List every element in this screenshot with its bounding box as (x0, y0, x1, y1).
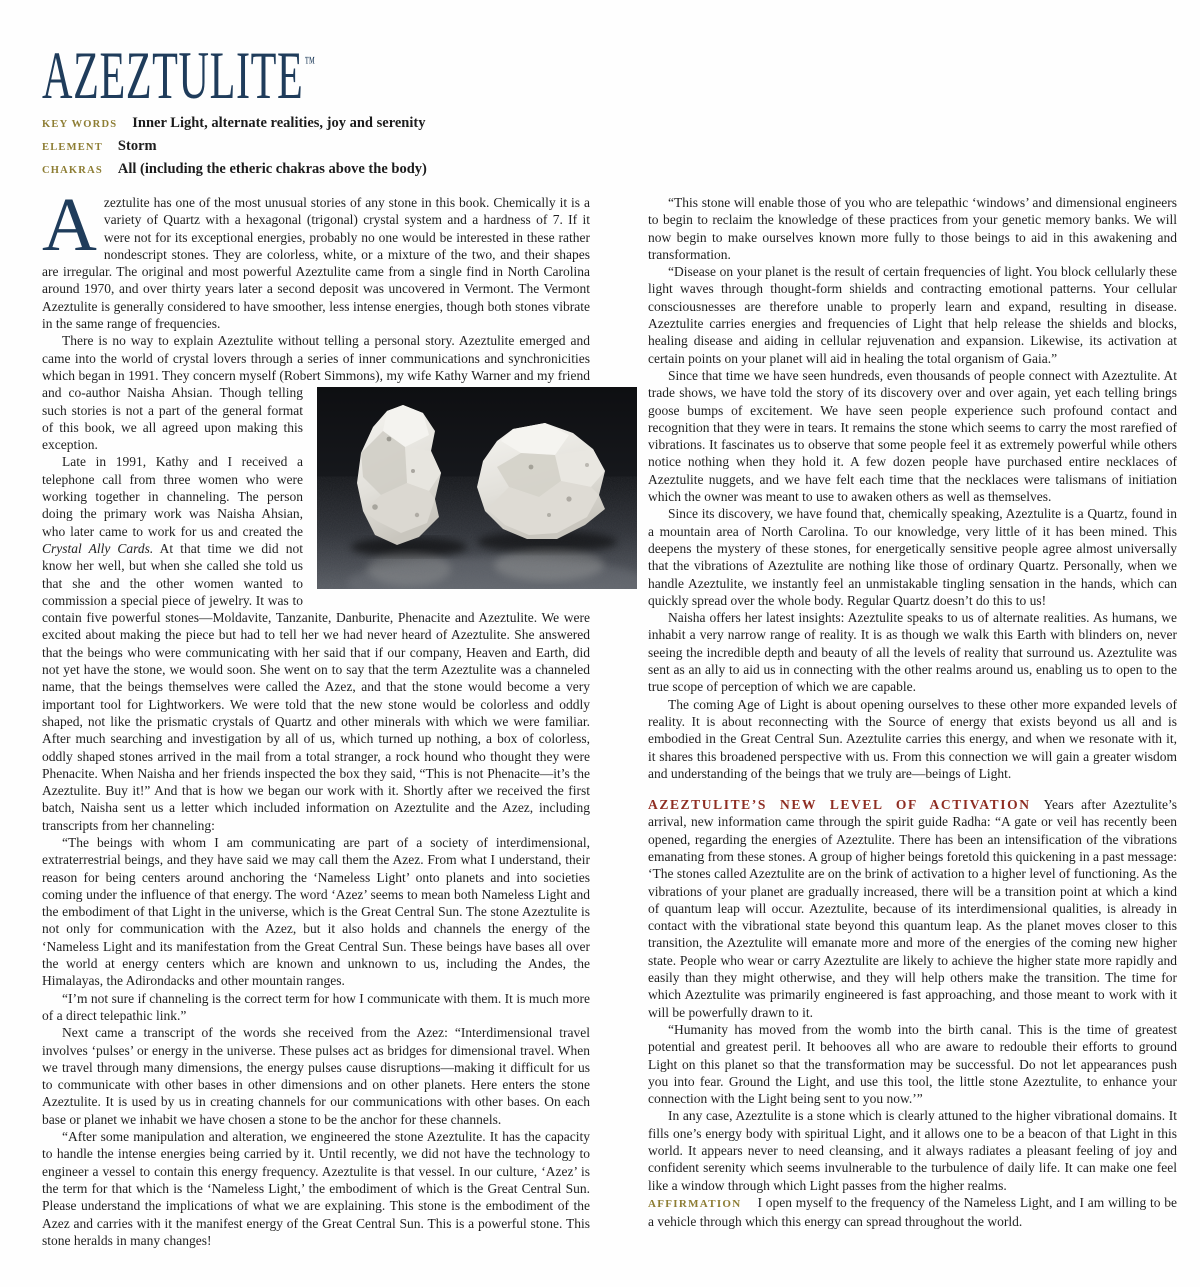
paragraph-channeling-quote: “I’m not sure if channeling is the correct term for how I communicate with them. It is much more of a direct telepathic link.” (42, 990, 590, 1023)
title-row (42, 34, 1177, 113)
paragraph-since-discovery: Since its discovery, we have found that, chemically speaking, Azeztulite is a Quartz, found in a mountain area of North Carolina. To our knowledge, very little of it has been mined. This deepens the mystery of these stones, for energetically sensitive people agree almost universally that the vibrations of Azeztulite are nothing like those of ordinary Quartz. Personally, when we handle Azeztulite, we instantly feel an unmistakable tingling sensation in the hands, which can quickly spread over the whole body. Regular Quartz doesn’t do this to us! (648, 506, 1177, 608)
element-value: Storm (117, 138, 157, 154)
crystal-photo (317, 387, 637, 589)
paragraph-naisha-insights: Naisha offers her latest insights: Azeztulite speaks to us of alternate realities. As humans, we inhabit a very narrow range of reality. It is as though we walk this Earth with blinders on, never seeing the incredible depth and beauty of all the levels of reality that surround us. Azeztulite was sent as an ally to aid us in connecting with the other realms around us, enabling us to open to the true scope of perception of which we are capable. (648, 610, 1177, 695)
element-label: ELEMENT (42, 142, 103, 153)
paragraph-in-any-case: In any case, Azeztulite is a stone which is clearly attuned to the higher vibrational domains. It fills one’s energy body with spiritual Light, and it allows one to be a beacon of that Light in this world. It appears never to need cleansing, and it always radiates a pleasant feeling of joy and confident serenity which seems invulnerable to the turbulence of daily life. It can make one feel like a window through which Light passes from the higher realms. (648, 1108, 1177, 1193)
chakras-label: CHAKRAS (42, 165, 103, 176)
drop-cap: A (42, 183, 97, 267)
paragraph-transcript: Next came a transcript of the words she received from the Azez: “Interdimensional travel involves ‘pulses’ or energy in the universe. These pulses act as bridges for dimensional travel. When we travel through many dimensions, the energy pulses cause disruptions—making it difficult for us to communicate with other bases in other dimensions and on other planets. Here enters the stone Azeztulite. It is used by us in creating channels for our communications with other bases. On each base or planet we inhabit we have chosen a stone to be the anchor for these channels. (42, 1025, 590, 1127)
chakras-value: All (including the etheric chakras above the body) (117, 161, 427, 177)
stone-name: AZEZTULITE (42, 37, 304, 113)
left-column (42, 183, 590, 1249)
paragraph-engineered-stone: “After some manipulation and alteration, we engineered the stone Azeztulite. It has the capacity to handle the intense energies being carried by it. Until recently, we did not have the technology to engineer a vessel to contain this energy frequency. Azeztulite is that vessel. In our culture, ‘Azez’ is the term for that which is the ‘Nameless Light,’ the embodiment of which is the Great Central Sun. Please understand the implications of what we are explaining. This stone is the embodiment of the Azez and carries with it the manifest energy of the Great Central Sun. This is a powerful stone. This stone heralds in many changes! (42, 1129, 590, 1248)
paragraph-intro-text: zeztulite has one of the most unusual stories of any stone in this book. Chemically it is a variety of Quartz with a hexagonal (trigonal) crystal system and a hardness of 7. If it were not for its exceptional energies, probably no one would be interested in these rather nondescript stones. They are colorless, white, or a mixture of the two, and their shapes are irregular. The original and most powerful Azeztulite came from a single find in North Carolina around 1970, and over thirty years later a second deposit was uncovered in Vermont. The Vermont Azeztulite is generally considered to have smoother, less intense energies, though both stones vibrate in the same range of frequencies. (42, 195, 590, 332)
paragraph-humanity-birth-canal: “Humanity has moved from the womb into the birth canal. This is the time of greatest potential and greatest peril. It behooves all who are aware to redouble their efforts to ground Light on this planet so that the transformation may be successful. Do not let appearances push you into fear. Ground the Light, and use this tool, the little stone Azeztulite, to enhance your connection with the Light being sent to you now.’” (648, 1021, 1177, 1107)
crystal-photo-svg (317, 387, 637, 589)
paragraph-since-that-time: Since that time we have seen hundreds, even thousands of people connect with Azeztulite. At trade shows, we have told the story of its discovery over and over again, yet each telling brings goose bumps of excitement. We have seen people experience such profound contact and recognition that they were in tears. It remains the stone which seems to carry the most rarefied of vibrations. It fascinates us to observe that some people feel it as extremely powerful while others notice nothing when they hold it. A few dozen people have purchased entire necklaces of Azeztulite nuggets, and we have felt each time that the necklaces were talismans of initiation which the owner was meant to use to awaken others as well as themselves. (648, 367, 1177, 505)
paragraph-disease: “Disease on your planet is the result of certain frequencies of light. You block cellularly these light waves through thought-form shields and contracting emotional patterns. Your cellular consciousnesses are therefore unable to properly learn and expand, resulting in disease. Azeztulite carries energies and frequencies of Light that help release the shields and blocks, healing disease and aiding in cellular rejuvenation and expansion. Likewise, its activation at certain points on your planet will aid in healing the total organism of Gaia.” (648, 264, 1177, 366)
right-column (648, 194, 1177, 1249)
meta-block (42, 112, 1177, 181)
late1991-text-continued: At that time we did not know her well, but when she called she told us that she and the other women wanted to commission a special piece of jewelry. It was to contain five powerful stones—Moldavite, Tanzanite, Danburite, Phenacite and Azeztulite. We were excited about making the piece but had to tell her we had never heard of Azeztulite. She answered that the beings who were communicating with her said that if our company, Heaven and Earth, did not yet have the stone, we would soon. She went on to say that the term Azeztulite was a channeled name, that the beings themselves were called the Azez, and that the stone would become a very important tool for Lightworkers. We were told that the new stone would be colorless and oddly shaped, not like the prismatic crystals of Quartz and other minerals with which we were familiar. After much searching and investigation by all of us, which turned up nothing, a box of colorless, oddly shaped stones arrived in the mail from a total stranger, a rock hound who thought they were Phenacite. When Naisha and her friends inspected the box they said, “This is not Phenacite—it’s the Azeztulite. Buy it!” And that is how we began our work with it. Shortly after we received the first batch, Naisha sent us a letter which included information on Azeztulite and the Azez, including transcripts from her channeling: (42, 540, 590, 833)
meta-row-keywords (42, 112, 1177, 135)
page-title (42, 34, 315, 113)
story-text-after-photo: Warner and my friend and co-author Naisha Ahsian. Though telling such stories is not a part of the general format of this book, we all agreed upon making this exception. (42, 367, 590, 453)
activation-text: Years after Azeztulite’s arrival, new information came through the spirit guide Radha: “A gate or veil has recently been opened, regarding the energies of Azeztulite. There has been an intensification of the vibrations emanating from these stones. A group of higher beings foretold this quickening in a past message: ‘The stones called Azeztulite are on the brink of activation to a higher level of functioning. As the vibrations of your planet are gradually increased, there will be a transition point at which a kind of quantum leap will occur. Azeztulite, because of its interdimensional qualities, is already in contact with the vibrational state beyond this quantum leap. As the planet moves closer to this transition, the Azeztulite will emanate more and more of the energies of the coming new higher state. People who wear or carry Azeztulite are likely to achieve the higher state more rapidly and easily than they might otherwise, and they will help others make the transition. The time for which Azeztulite was primarily engineered is fast approaching, and those meant to work with it will be powerfully drawn to it. (648, 797, 1177, 1020)
story-text-before-photo: There is no way to explain Azeztulite without telling a personal story. Azeztulite emerged and came into the world of crystal lovers through a series of inner communications and synchronicities which began in 1991. They concern myself (Robert Simmons), my wife Kathy (42, 333, 590, 383)
affirmation-text: I open myself to the frequency of the Nameless Light, and I am willing to be a vehicle through which this energy can spread throughout the world. (648, 1194, 1177, 1230)
crystal-ally-cards-italic: Crystal Ally Cards. (42, 540, 154, 556)
keywords-value: Inner Light, alternate realities, joy and serenity (132, 115, 426, 131)
activation-section-heading: AZEZTULITE’S NEW LEVEL OF ACTIVATION (648, 797, 1031, 813)
paragraph-age-of-light: The coming Age of Light is about opening ourselves to these other more expanded levels of reality. It is about reconnecting with the Source of energy that exists beyond us all and is embodied in the Great Central Sun. Azeztulite carries this energy, and when we resonate with it, it shares this broadened perspective with us. From this connection we will gain a greater wisdom and understanding of the beings that we truly are—beings of Light. (648, 696, 1177, 781)
body-columns (42, 183, 1177, 1249)
late1991-text: Late in 1991, Kathy and I received a telephone call from three women who were working together in channeling. The person doing the primary work was Naisha Ahsian, who later came to work for us and created the (42, 454, 303, 539)
paragraph-intro (42, 183, 590, 332)
keywords-label: KEY WORDS (42, 119, 118, 130)
paragraph-telepathic-windows: “This stone will enable those of you who are telepathic ‘windows’ and dimensional engineers to begin to reclaim the knowledge of these practices from your genetic memory banks. We will now begin to make ourselves known more fully to those beings to aid in this awakening and transformation. (648, 195, 1177, 262)
paragraph-affirmation (648, 1194, 1177, 1231)
affirmation-label: AFFIRMATION (648, 1197, 742, 1210)
meta-row-chakras (42, 158, 1177, 181)
paragraph-beings-quote: “The beings with whom I am communicating are part of a society of interdimensional, extraterrestrial beings, and they have said we may call them the Azez. From what I understand, their reason for being centers around anchoring the ‘Nameless Light’ onto planets and into societies coming under the influence of that energy. The word ‘Azez’ seems to mean both Nameless Light and the embodiment of that Light in the universe, which is the Great Central Sun. The stone Azeztulite is not only for communication with the Azez, but it also holds and channels the energy of the ‘Nameless Light and its manifestation from the Great Central Sun. These beings have bases all over the world at energy centers which are known and unknown to us, including the Andes, the Himalayas, the Adirondacks and other mountain ranges. (42, 834, 590, 989)
meta-row-element (42, 135, 1177, 158)
paragraph-new-level-activation (648, 796, 1177, 1021)
trademark-symbol: ™ (304, 53, 315, 72)
paragraph-personal-story (42, 332, 590, 453)
